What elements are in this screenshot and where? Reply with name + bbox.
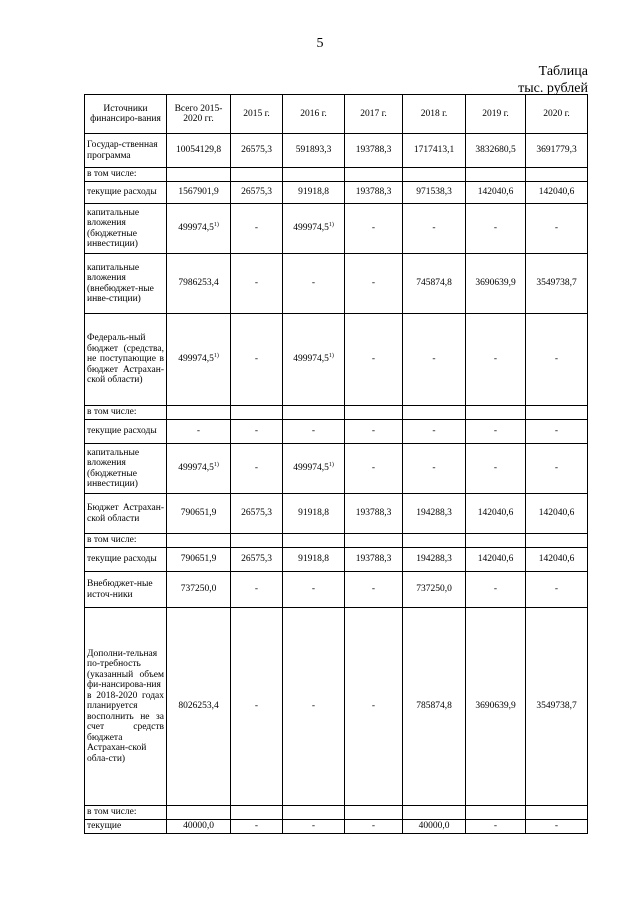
- value-cell: [283, 182, 345, 204]
- value-cell: [345, 820, 403, 834]
- value-text: 499974,5: [178, 223, 214, 234]
- empty-cell: [526, 534, 588, 548]
- value-text: 91918,8: [298, 508, 329, 519]
- value-text: 142040,6: [477, 554, 514, 565]
- value-cell: [167, 134, 231, 168]
- value-cell: [403, 420, 466, 444]
- value-cell: [403, 182, 466, 204]
- value-cell: [167, 204, 231, 254]
- value-cell: [466, 134, 526, 168]
- value-text: 1567901,9: [178, 187, 219, 198]
- value-cell: [345, 420, 403, 444]
- source-label: [85, 608, 167, 806]
- value-text: 26575,3: [241, 145, 272, 156]
- value-text: 785874,8: [416, 701, 452, 712]
- value-text: 790651,9: [180, 508, 217, 519]
- value-text: 193788,3: [355, 145, 392, 156]
- subheading-row: [85, 168, 588, 182]
- empty-cell: [403, 534, 466, 548]
- value-cell: [526, 314, 588, 406]
- value-text: 91918,8: [298, 187, 329, 198]
- source-text: капитальные вложения (бюджетные инвестиции): [87, 447, 140, 489]
- empty-cell: [526, 406, 588, 420]
- subheading-label: в том числе:: [85, 406, 167, 420]
- value-text: 142040,6: [538, 508, 575, 519]
- source-text: текущие: [87, 821, 122, 831]
- value-text: 499974,5: [178, 354, 214, 365]
- value-cell: [283, 608, 345, 806]
- value-cell: [167, 444, 231, 494]
- value-cell: [231, 494, 283, 534]
- source-label: [85, 444, 167, 494]
- value-text: -: [493, 821, 498, 831]
- value-text: 1717413,1: [413, 145, 455, 156]
- value-cell: [466, 314, 526, 406]
- source-text: текущие расходы: [87, 426, 157, 437]
- empty-cell: [283, 168, 345, 182]
- source-label: [85, 254, 167, 314]
- source-text: Государ-ственная программа: [87, 140, 158, 161]
- value-cell: [526, 204, 588, 254]
- value-cell: [167, 548, 231, 572]
- value-cell: [466, 182, 526, 204]
- value-cell: [345, 548, 403, 572]
- header-2019: 2019 г.: [466, 95, 526, 134]
- table-row: [85, 314, 588, 406]
- empty-cell: [466, 406, 526, 420]
- source-label: [85, 572, 167, 608]
- empty-cell: [283, 534, 345, 548]
- empty-cell: [231, 406, 283, 420]
- value-text: 194288,3: [416, 508, 452, 519]
- value-cell: [403, 254, 466, 314]
- value-text: -: [254, 463, 259, 474]
- value-text: -: [254, 701, 259, 712]
- empty-cell: [231, 168, 283, 182]
- value-cell: [403, 134, 466, 168]
- empty-cell: [283, 406, 345, 420]
- subheading-label: в том числе:: [85, 806, 167, 820]
- value-text: 142040,6: [538, 554, 575, 565]
- source-text: Бюджет Астрахан-ской области: [87, 503, 164, 524]
- value-text: 3690639,9: [475, 701, 516, 712]
- source-label: [85, 314, 167, 406]
- value-text: 745874,8: [416, 278, 452, 289]
- value-cell: [403, 444, 466, 494]
- value-cell: [466, 420, 526, 444]
- value-cell: [345, 494, 403, 534]
- value-cell: [526, 820, 588, 834]
- subheading-row: [85, 534, 588, 548]
- value-cell: [283, 548, 345, 572]
- value-cell: [231, 254, 283, 314]
- source-text: Федераль-ный бюджет (средства, не поступающие в бюджет Астрахан-ской области): [87, 333, 164, 386]
- value-text: 10054129,8: [175, 145, 222, 156]
- value-text: 26575,3: [241, 554, 272, 565]
- footnote-mark: 1): [213, 353, 219, 360]
- footnote-mark: 1): [328, 462, 334, 469]
- value-text: -: [432, 463, 436, 474]
- table-row: [85, 420, 588, 444]
- source-label: [85, 204, 167, 254]
- value-text: -: [493, 223, 498, 234]
- value-text: -: [254, 426, 259, 437]
- value-text: -: [254, 223, 259, 234]
- empty-cell: [345, 806, 403, 820]
- value-text: -: [554, 223, 559, 234]
- source-label: [85, 548, 167, 572]
- table-row: [85, 548, 588, 572]
- subheading-label: в том числе:: [85, 168, 167, 182]
- value-cell: [231, 820, 283, 834]
- value-text: -: [554, 821, 559, 831]
- source-label: [85, 134, 167, 168]
- value-text: -: [371, 278, 376, 289]
- value-cell: [403, 572, 466, 608]
- value-cell: [283, 444, 345, 494]
- table-row: [85, 820, 588, 834]
- source-text: Внебюджет-ные источ-ники: [87, 579, 153, 600]
- value-cell: [283, 494, 345, 534]
- value-cell: [526, 572, 588, 608]
- funding-table: [84, 94, 588, 834]
- value-text: -: [554, 584, 559, 595]
- value-text: 8026253,4: [178, 701, 219, 712]
- value-text: -: [371, 463, 376, 474]
- value-text: -: [432, 223, 436, 234]
- value-cell: [466, 204, 526, 254]
- value-text: 193788,3: [355, 508, 392, 519]
- value-text: 3549738,7: [536, 701, 577, 712]
- value-cell: [526, 608, 588, 806]
- footnote-mark: 1): [328, 353, 334, 360]
- value-cell: [403, 548, 466, 572]
- value-cell: [231, 134, 283, 168]
- value-cell: [167, 254, 231, 314]
- table-caption: Таблица: [538, 64, 588, 79]
- value-text: -: [371, 223, 376, 234]
- value-cell: [403, 204, 466, 254]
- value-text: 737250,0: [416, 584, 452, 595]
- value-text: -: [311, 821, 316, 831]
- footnote-mark: 1): [213, 222, 219, 229]
- value-cell: [466, 820, 526, 834]
- value-text: 26575,3: [241, 187, 272, 198]
- subheading-row: [85, 806, 588, 820]
- value-text: -: [371, 821, 376, 831]
- value-cell: [526, 254, 588, 314]
- value-text: -: [554, 354, 559, 365]
- empty-cell: [466, 806, 526, 820]
- value-text: -: [371, 584, 376, 595]
- value-text: 193788,3: [355, 554, 392, 565]
- empty-cell: [231, 534, 283, 548]
- value-text: 790651,9: [180, 554, 217, 565]
- value-cell: [231, 182, 283, 204]
- empty-cell: [403, 168, 466, 182]
- value-text: 3832680,5: [475, 145, 516, 156]
- value-cell: [283, 420, 345, 444]
- header-2017: 2017 г.: [345, 95, 403, 134]
- table-row: [85, 494, 588, 534]
- value-cell: [231, 572, 283, 608]
- value-text: -: [432, 354, 436, 365]
- source-label: [85, 182, 167, 204]
- value-cell: [167, 420, 231, 444]
- value-cell: [403, 820, 466, 834]
- value-cell: [403, 608, 466, 806]
- value-text: 193788,3: [355, 187, 392, 198]
- value-cell: [466, 548, 526, 572]
- value-cell: [466, 494, 526, 534]
- value-cell: [466, 572, 526, 608]
- value-cell: [345, 572, 403, 608]
- empty-cell: [167, 534, 231, 548]
- value-text: 499974,5: [293, 463, 329, 474]
- header-2020: 2020 г.: [526, 95, 588, 134]
- value-text: -: [493, 463, 498, 474]
- header-2016: 2016 г.: [283, 95, 345, 134]
- value-cell: [231, 444, 283, 494]
- footnote-mark: 1): [213, 462, 219, 469]
- empty-cell: [403, 406, 466, 420]
- value-text: -: [493, 584, 498, 595]
- value-cell: [167, 820, 231, 834]
- value-cell: [526, 548, 588, 572]
- value-cell: [526, 444, 588, 494]
- value-text: -: [254, 278, 259, 289]
- value-text: 142040,6: [538, 187, 575, 198]
- value-cell: [526, 494, 588, 534]
- value-text: 40000,0: [183, 821, 214, 831]
- value-text: 142040,6: [477, 508, 514, 519]
- header-row: [85, 95, 588, 134]
- value-cell: [231, 314, 283, 406]
- value-text: 91918,8: [298, 554, 329, 565]
- value-text: -: [371, 426, 376, 437]
- empty-cell: [231, 806, 283, 820]
- value-cell: [283, 204, 345, 254]
- value-text: 737250,0: [180, 584, 217, 595]
- value-cell: [167, 314, 231, 406]
- empty-cell: [526, 806, 588, 820]
- value-cell: [526, 134, 588, 168]
- value-text: -: [493, 354, 498, 365]
- value-text: 40000,0: [418, 821, 450, 831]
- value-text: 971538,3: [416, 187, 452, 198]
- table-units: тыс. рублей: [518, 81, 588, 96]
- value-cell: [231, 608, 283, 806]
- value-text: -: [311, 278, 316, 289]
- value-text: -: [254, 821, 259, 831]
- value-cell: [345, 444, 403, 494]
- value-cell: [345, 204, 403, 254]
- value-cell: [345, 182, 403, 204]
- value-text: 499974,5: [293, 354, 329, 365]
- value-cell: [403, 314, 466, 406]
- value-cell: [167, 182, 231, 204]
- value-text: 499974,5: [293, 223, 329, 234]
- value-cell: [526, 420, 588, 444]
- subheading-row: [85, 406, 588, 420]
- table-row: [85, 608, 588, 806]
- value-text: 3691779,3: [536, 145, 577, 156]
- value-cell: [283, 572, 345, 608]
- value-cell: [167, 572, 231, 608]
- value-text: 591893,3: [295, 145, 332, 156]
- value-cell: [345, 134, 403, 168]
- table-body: [85, 134, 588, 834]
- empty-cell: [345, 168, 403, 182]
- empty-cell: [283, 806, 345, 820]
- value-text: -: [371, 354, 376, 365]
- table-row: [85, 444, 588, 494]
- value-text: -: [432, 426, 436, 437]
- value-cell: [466, 444, 526, 494]
- empty-cell: [167, 406, 231, 420]
- value-cell: [283, 134, 345, 168]
- value-cell: [403, 494, 466, 534]
- empty-cell: [167, 806, 231, 820]
- header-2015: 2015 г.: [231, 95, 283, 134]
- value-text: -: [311, 584, 316, 595]
- table-row: [85, 572, 588, 608]
- subheading-label: в том числе:: [85, 534, 167, 548]
- value-cell: [526, 182, 588, 204]
- value-text: -: [254, 354, 259, 365]
- value-text: -: [196, 426, 201, 437]
- table-row: [85, 204, 588, 254]
- value-text: 194288,3: [416, 554, 452, 565]
- value-cell: [283, 314, 345, 406]
- source-text: капитальные вложения (внебюджет-ные инве-стиции): [87, 262, 154, 304]
- value-cell: [231, 420, 283, 444]
- value-cell: [167, 608, 231, 806]
- value-text: 499974,5: [178, 463, 214, 474]
- table-row: [85, 254, 588, 314]
- value-cell: [167, 494, 231, 534]
- value-cell: [466, 608, 526, 806]
- value-cell: [345, 254, 403, 314]
- value-text: 142040,6: [477, 187, 514, 198]
- value-text: -: [371, 701, 376, 712]
- value-cell: [231, 204, 283, 254]
- value-cell: [345, 314, 403, 406]
- empty-cell: [526, 168, 588, 182]
- value-text: -: [554, 463, 559, 474]
- table-row: [85, 182, 588, 204]
- header-total: Всего 2015-2020 гг.: [167, 95, 231, 134]
- source-text: текущие расходы: [87, 554, 157, 565]
- empty-cell: [345, 534, 403, 548]
- source-text: капитальные вложения (бюджетные инвестиции): [87, 207, 140, 249]
- value-text: 3549738,7: [536, 278, 577, 289]
- source-text: текущие расходы: [87, 187, 157, 198]
- empty-cell: [466, 168, 526, 182]
- page-number: 5: [316, 36, 324, 51]
- footnote-mark: 1): [328, 222, 334, 229]
- value-cell: [283, 820, 345, 834]
- empty-cell: [403, 806, 466, 820]
- empty-cell: [167, 168, 231, 182]
- value-text: 7986253,4: [178, 278, 219, 289]
- source-label: [85, 820, 167, 834]
- header-sources: Источники финансиро-вания: [85, 95, 167, 134]
- value-cell: [466, 254, 526, 314]
- table-row: [85, 134, 588, 168]
- empty-cell: [466, 534, 526, 548]
- source-label: [85, 420, 167, 444]
- value-text: -: [311, 701, 316, 712]
- value-text: 3690639,9: [475, 278, 516, 289]
- empty-cell: [345, 406, 403, 420]
- value-text: 26575,3: [241, 508, 272, 519]
- source-label: [85, 494, 167, 534]
- header-2018: 2018 г.: [403, 95, 466, 134]
- value-text: -: [254, 584, 259, 595]
- value-cell: [345, 608, 403, 806]
- value-cell: [231, 548, 283, 572]
- value-text: -: [493, 426, 498, 437]
- source-text: Дополни-тельная по-требность (указанный объем фи-нансирова-ния в 2018-2020 годах планируется восполнить не за счет средств бюджета Астрахан-ской обла-сти): [87, 648, 164, 764]
- value-text: -: [554, 426, 559, 437]
- value-cell: [283, 254, 345, 314]
- value-text: -: [311, 426, 316, 437]
